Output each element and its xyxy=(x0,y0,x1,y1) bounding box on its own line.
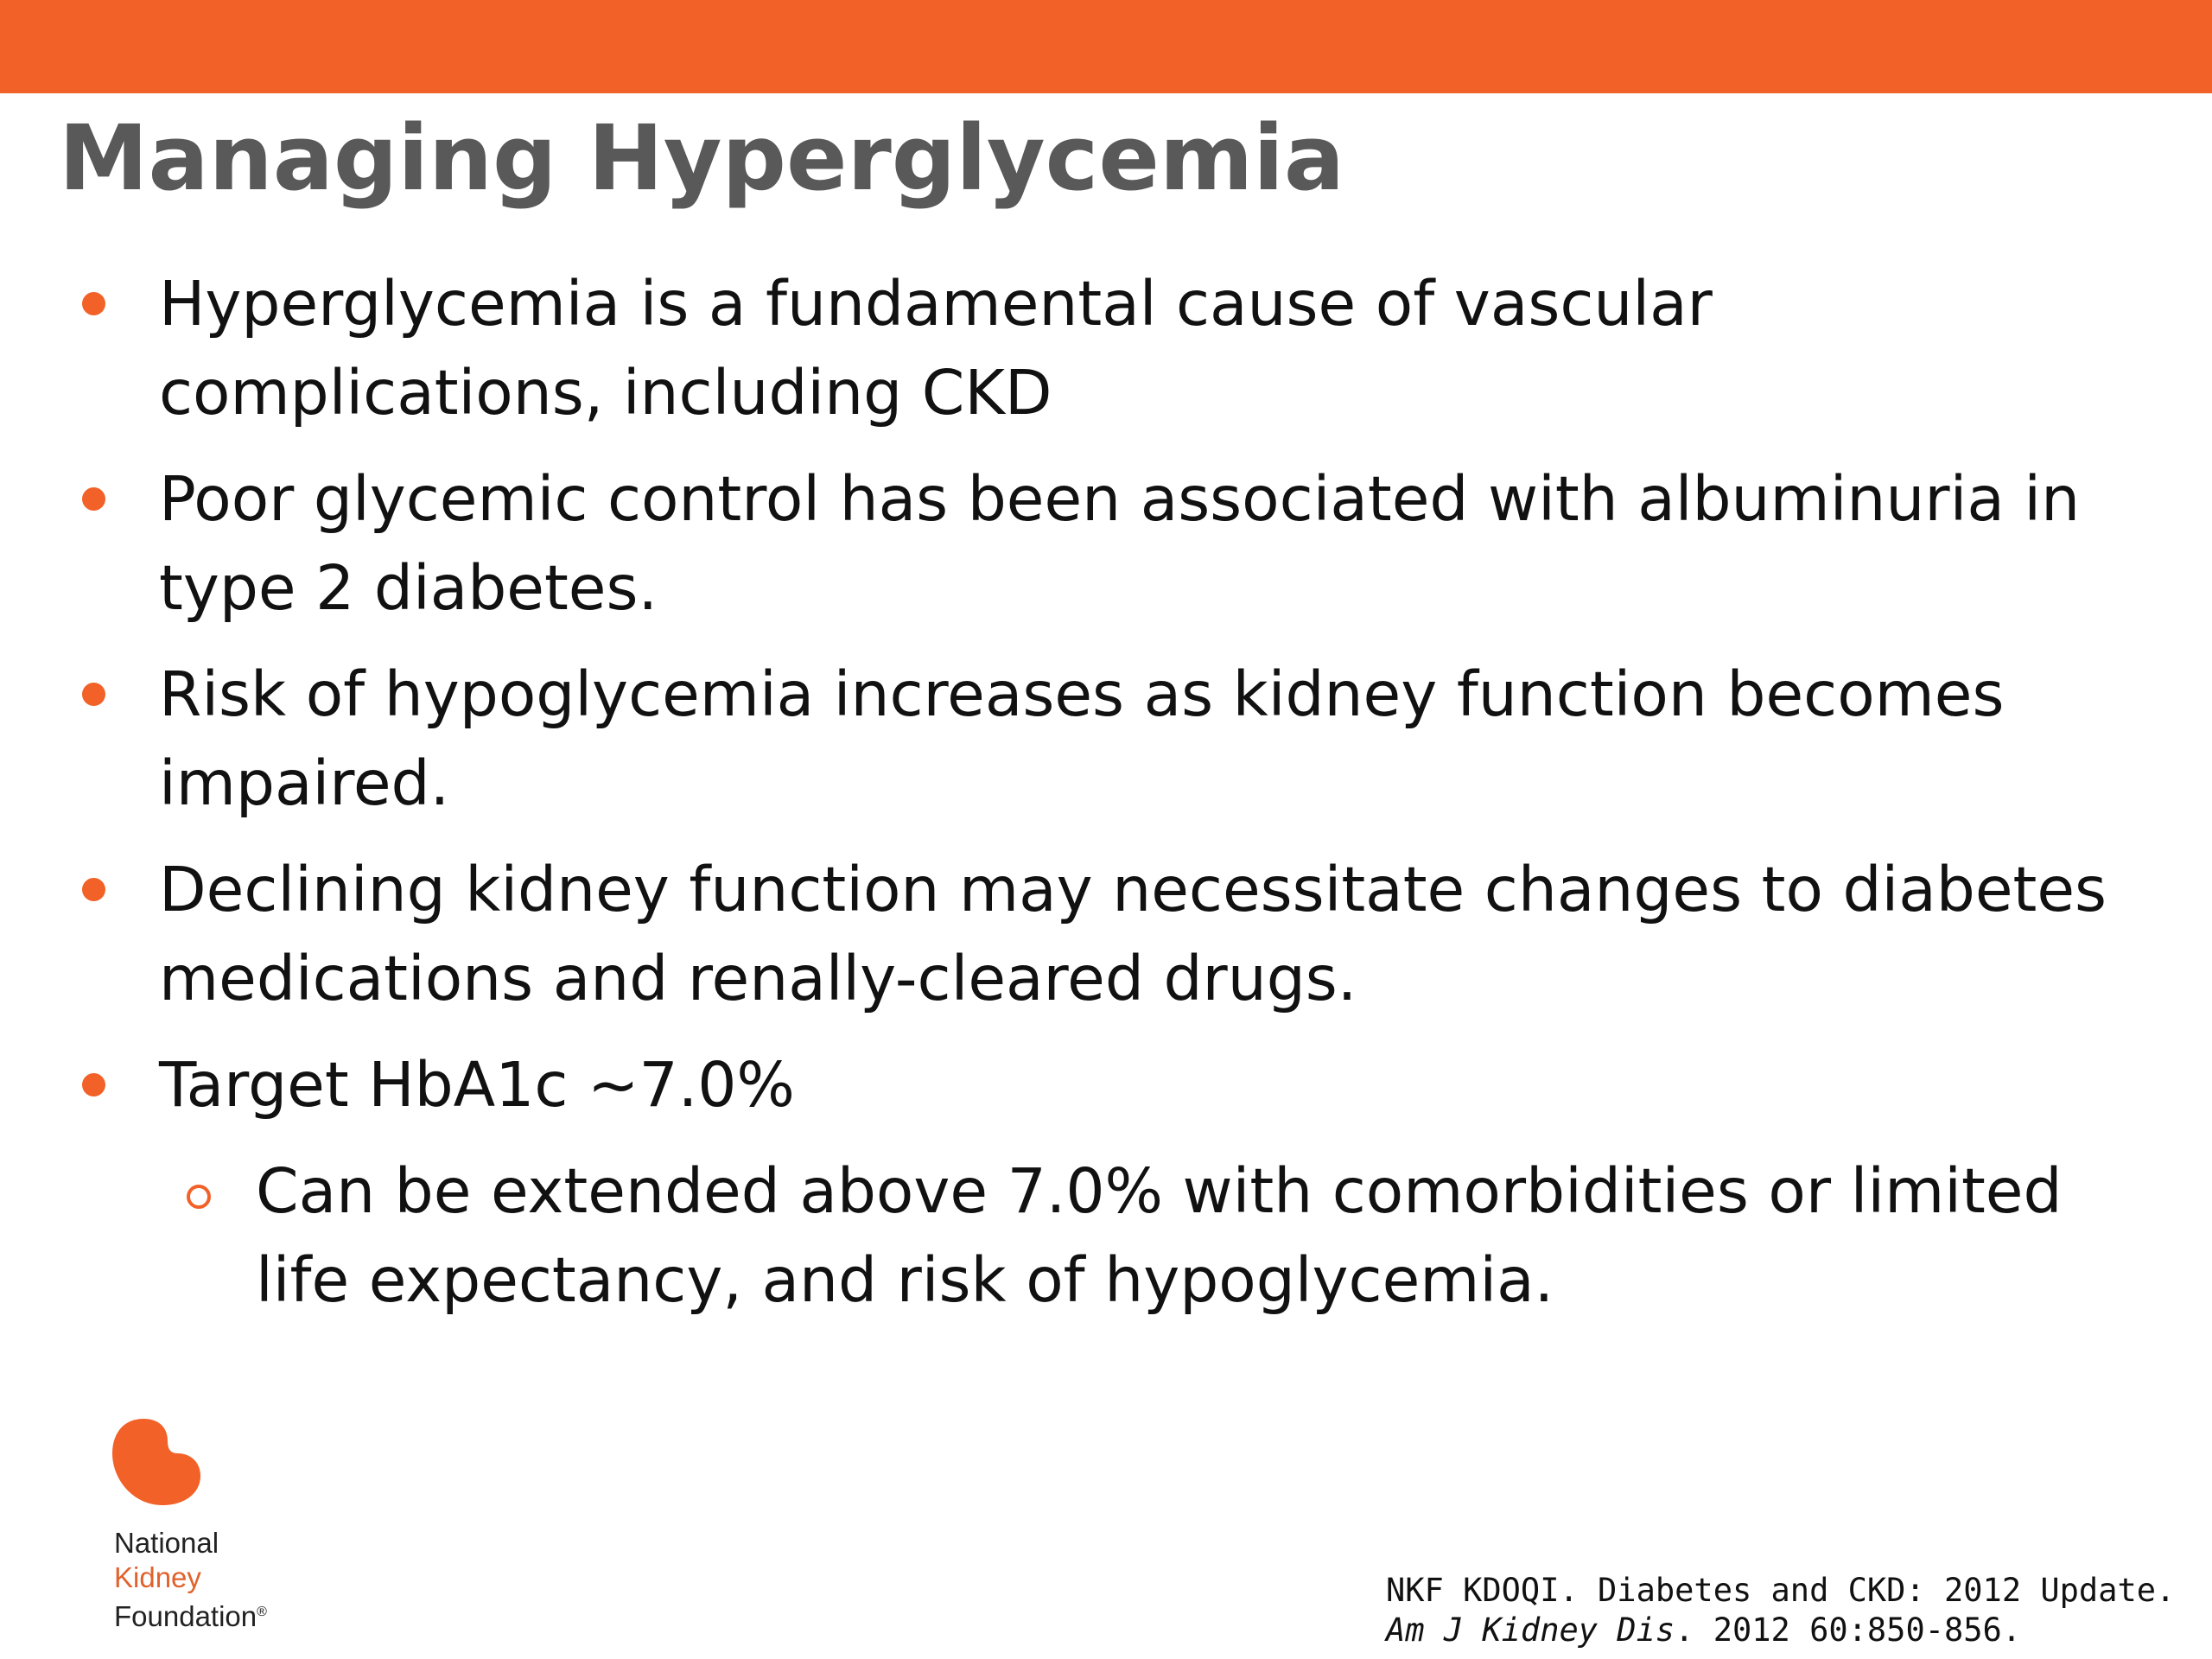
bullet-item xyxy=(0,650,2146,828)
bullet-text: Target HbA1c ~7.0% xyxy=(159,1049,795,1121)
bullet-list xyxy=(0,259,2212,1325)
citation xyxy=(1386,1571,2175,1650)
bullet-dot-icon xyxy=(82,292,105,315)
nkf-logo xyxy=(111,1415,283,1640)
logo-foundation-text: Foundation xyxy=(114,1600,257,1632)
logo-wordmark xyxy=(114,1526,267,1634)
citation-line-2 xyxy=(1386,1611,2175,1650)
logo-line-kidney: Kidney xyxy=(114,1561,201,1593)
bullet-dot-icon xyxy=(82,683,105,706)
bullet-dot-icon xyxy=(82,878,105,901)
logo-line-foundation xyxy=(114,1595,267,1634)
bullet-text: Risk of hypoglycemia increases as kidney function becomes impaired. xyxy=(159,658,2005,819)
top-accent-bar xyxy=(0,0,2212,93)
slide-title: Managing Hyperglycemia xyxy=(59,105,1345,211)
citation-journal: Am J Kidney Dis xyxy=(1386,1611,1675,1649)
logo-line-national: National xyxy=(114,1527,219,1559)
trademark-symbol: ® xyxy=(257,1605,267,1619)
bullet-text: Poor glycemic control has been associated with albuminuria in type 2 diabetes. xyxy=(159,463,2081,624)
bullet-item xyxy=(0,259,2146,437)
sub-bullet-text: Can be extended above 7.0% with comorbidities or limited life expectancy, and risk of hypoglycemia. xyxy=(256,1155,2063,1316)
kidney-icon xyxy=(111,1415,206,1510)
bullet-text: Declining kidney function may necessitate changes to diabetes medications and renally-cleared drugs. xyxy=(159,854,2107,1014)
bullet-ring-icon xyxy=(187,1185,211,1209)
bullet-item xyxy=(0,454,2146,632)
citation-line-1: NKF KDOQI. Diabetes and CKD: 2012 Update. xyxy=(1386,1572,2176,1609)
bullet-text: Hyperglycemia is a fundamental cause of vascular complications, including CKD xyxy=(159,268,1713,429)
sub-bullet-item xyxy=(0,1147,2157,1325)
bullet-item xyxy=(0,845,2146,1023)
citation-details: . 2012 60:850-856. xyxy=(1675,1611,2022,1649)
bullet-dot-icon xyxy=(82,487,105,511)
bullet-item xyxy=(0,1040,2146,1129)
bullet-dot-icon xyxy=(82,1073,105,1096)
